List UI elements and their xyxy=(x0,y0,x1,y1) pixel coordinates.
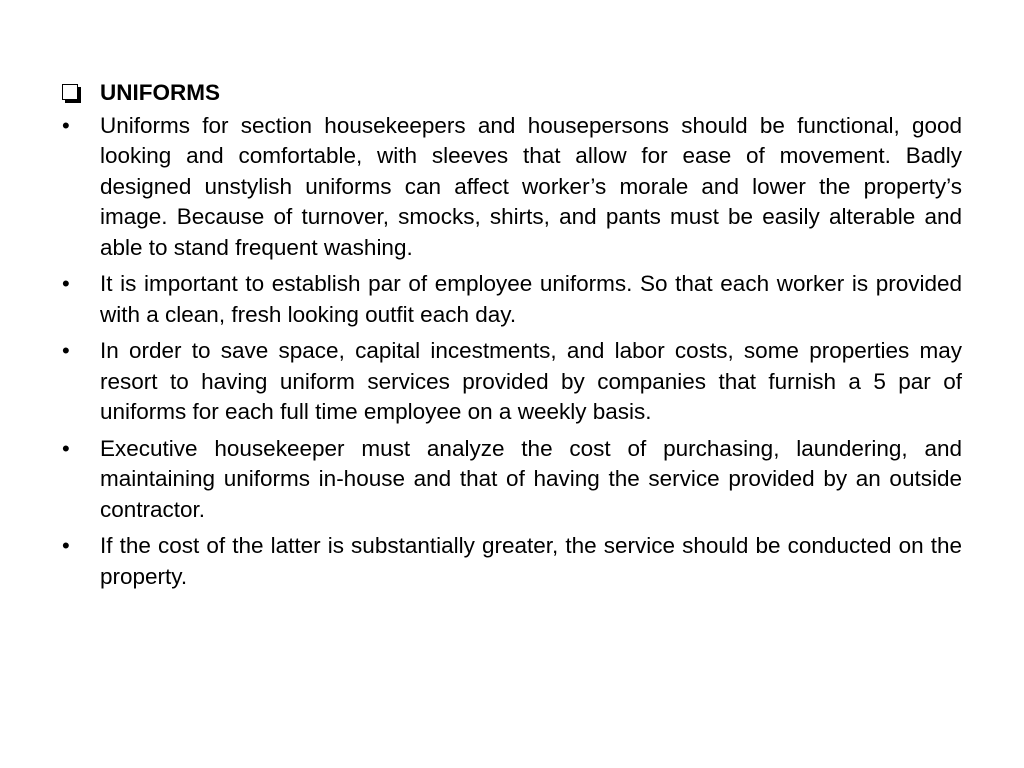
bullet-dot-icon: • xyxy=(62,338,70,363)
checkbox-square-icon xyxy=(62,78,82,109)
bullet-text: If the cost of the latter is substantially greater, the service should be conducted on the property. xyxy=(100,533,962,589)
slide-heading: UNIFORMS xyxy=(100,80,220,105)
bullet-text: Uniforms for section housekeepers and housepersons should be functional, good looking and comfortable, with sleeves that allow for ease of movement. Badly designed unstylish uniforms can affect worker’s morale and lower the property’s image. Because of turnover, smocks, shirts, and pants must be easily alterable and able to stand frequent washing. xyxy=(100,112,962,260)
bullet-item xyxy=(62,111,962,264)
bullet-item xyxy=(62,434,962,526)
bullet-dot-icon: • xyxy=(62,112,70,138)
bullet-text: In order to save space, capital incestments, and labor costs, some properties may resort to having uniform services provided by companies that furnish a 5 par of uniforms for each full time employee on a weekly basis. xyxy=(100,338,962,424)
bullet-dot-icon: • xyxy=(62,533,70,558)
bullet-dot-icon: • xyxy=(62,271,70,296)
bullet-item xyxy=(62,531,962,592)
slide-content xyxy=(62,78,962,598)
bullet-text: Executive housekeeper must analyze the cost of purchasing, laundering, and maintaining uniforms in-house and that of having the service provided by an outside contractor. xyxy=(100,435,962,522)
bullet-dot-icon: • xyxy=(62,435,70,461)
bullet-item xyxy=(62,269,962,330)
bullet-text: It is important to establish par of employee uniforms. So that each worker is provided with a clean, fresh looking outfit each day. xyxy=(100,271,962,327)
bullet-item xyxy=(62,336,962,428)
heading-item xyxy=(62,78,962,109)
